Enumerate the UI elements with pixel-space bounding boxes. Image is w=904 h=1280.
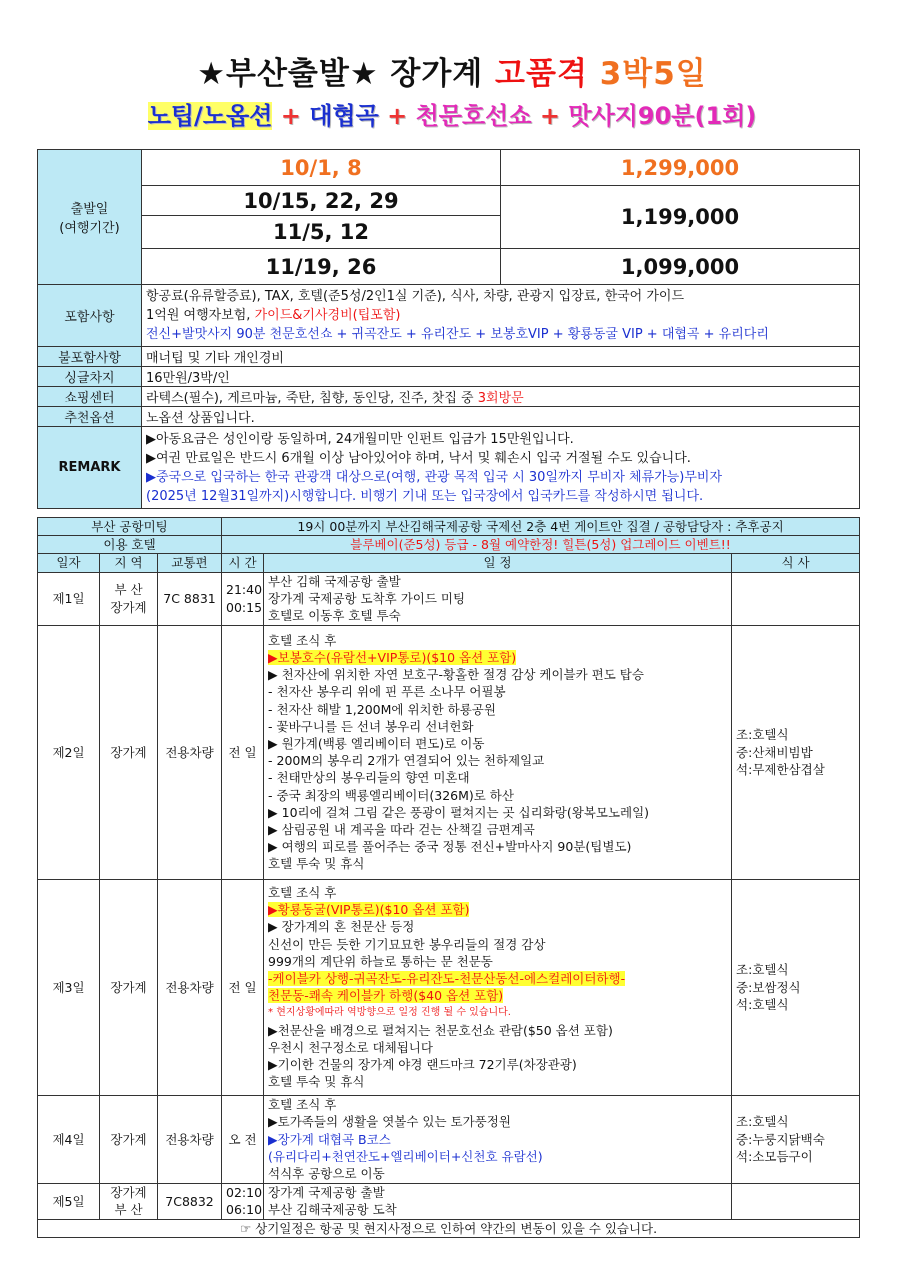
meeting-label: 부산 공항미팅 [38,518,222,536]
meal-line: 조:호텔식 [736,1114,789,1130]
shopping-list: 라텍스(필수), 게르마늄, 죽탄, 침향, 동인당, 진주, 찻집 중 [146,391,474,406]
price-3: 1,099,000 [501,249,860,285]
schedule-line [268,649,727,666]
title-prefix: ★부산출발★ 장가계 [197,56,484,92]
meeting-content: 19시 00분까지 부산김해국제공항 국제선 2층 4번 게이트안 집결 / 공항담당자 : 추후공지 [222,518,860,536]
shopping-visits: 3회방문 [477,391,524,406]
price-2: 1,199,000 [501,186,860,249]
time-line: 21:40 [226,582,263,598]
time [222,572,264,625]
time-line: 06:10 [226,1202,263,1218]
departure-dates-2: 10/15, 22, 29 [142,186,501,216]
meal-line: 중:누룽지닭백숙 [736,1131,825,1147]
subtitle-notip: 노팁/노옵션 [147,102,273,130]
schedule-line: 부산 김해국제공항 도착 [268,1202,397,1218]
title-highlight-duration: 3박5일 [599,56,707,92]
shopping-label: 쇼핑센터 [38,387,142,407]
remark-line-3: ▶중국으로 입국하는 한국 관광객 대상으로(여행, 관광 목적 입국 시 30일까지 무비자 체류가능)무비자 [146,469,723,485]
schedule-line: ▶ 여행의 피로를 풀어주는 중국 정통 전신+발마사지 90분(팁별도) [268,839,632,855]
remark-line-1: ▶아동요금은 성인이랑 동일하며, 24개월미만 인펀트 입금가 15만원입니다. [146,431,574,447]
subtitle [0,96,904,131]
departure-label [38,150,142,285]
region: 장가계 [100,625,158,879]
transport: 전용차량 [158,625,222,879]
included-content [142,285,860,347]
highlight-option: ▶보봉호수(유람선+VIP통로)($10 옵션 포함) [268,649,517,665]
schedule [264,572,732,625]
schedule-line: - 꽃바구니를 든 선녀 봉우리 선녀헌화 [268,718,474,734]
schedule-line: 호텔 투숙 및 휴식 [268,856,365,872]
schedule-line: 우천시 천구정소로 대체됩니다 [268,1039,433,1055]
header-schedule: 일 정 [264,554,732,572]
schedule-line: 999개의 계단위 하늘로 통하는 문 천문동 [268,953,493,969]
excluded-label: 불포함사항 [38,347,142,367]
schedule-line: 호텔 투숙 및 휴식 [268,1074,365,1090]
remark-line-4: (2025년 12월31일까지)시행합니다. 비행기 기내 또는 입국장에서 입국카드를 작성하시면 됩니다. [146,488,704,504]
transport: 7C 8831 [158,572,222,625]
remark-content [142,427,860,509]
plus-sign: + [280,102,301,130]
day-label: 제1일 [38,572,100,625]
footer-notice: ☞ 상기일정은 항공 및 현지사정으로 인하여 약간의 변동이 있을 수 있습니다. [38,1219,860,1237]
subtitle-massage: 맛사지90분(1회) [568,102,757,130]
header-time: 시 간 [222,554,264,572]
header-meal: 식 사 [732,554,860,572]
transport: 전용차량 [158,1095,222,1183]
meals [732,1183,860,1219]
single-label: 싱글차지 [38,367,142,387]
meals [732,572,860,625]
included-guide-fee: 가이드&기사경비(팁포함) [254,308,401,323]
meal-line: 중:보쌈정식 [736,979,801,995]
schedule-note: * 현지상황에따라 역방향으로 일정 진행 될 수 있습니다. [268,1007,511,1019]
highlight-route: -케이블카 상행-귀곡잔도-유리잔도-천문산동선-에스컬레이터하행- [268,970,626,986]
highlight-option: ▶황룡동굴(VIP통로)($10 옵션 포함) [268,902,470,918]
shopping-content [142,387,860,407]
schedule-line: ▶ 천자산에 위치한 자연 보호구-황홀한 절경 감상 케이블카 편도 탑승 [268,667,644,683]
schedule-line: ▶기이한 건물의 장가계 야경 랜드마크 72기루(차장관광) [268,1056,577,1072]
schedule-line [268,987,727,1004]
time-line: 02:10 [226,1184,263,1200]
table-row [38,879,860,1095]
header-region: 지 역 [100,554,158,572]
title-highlight-premium: 고품격 [495,56,588,92]
included-line-3: 전신+발맛사지 90분 천문호선쇼 + 귀곡잔도 + 유리잔도 + 보봉호VIP + 황룡동굴 VIP + 대협곡 + 유리다리 [146,327,769,342]
subtitle-canyon: 대협곡 [309,102,379,130]
schedule-line: - 중국 최장의 백룡엘리베이터(326M)로 하산 [268,787,514,803]
schedule-line: 장가계 국제공항 도착후 가이드 미팅 [268,591,466,606]
departure-label-1: 출발일 [70,202,109,217]
transport: 7C8832 [158,1183,222,1219]
itinerary-table [37,517,860,1238]
schedule-line: 신선이 만든 듯한 기기묘묘한 봉우리들의 절경 감상 [268,936,546,952]
schedule-line: (유리다리+천연잔도+엘리베이터+신천호 유람선) [268,1148,543,1164]
schedule-line: - 천자산 해발 1,200M에 위치한 하룡공원 [268,701,496,717]
schedule-line [268,970,727,987]
schedule-line [268,901,727,918]
schedule-line: 호텔 조식 후 [268,632,337,648]
remark-label: REMARK [38,427,142,509]
meal-line: 중:산채비빔밥 [736,744,813,760]
region [100,572,158,625]
time: 전 일 [222,625,264,879]
plus-sign: + [387,102,408,130]
schedule-line: ▶장가계 대협곡 B코스 [268,1131,391,1147]
time: 전 일 [222,879,264,1095]
schedule-line: 부산 김해 국제공항 출발 [268,573,401,589]
departure-dates-1: 10/1, 8 [142,150,501,186]
table-row [38,572,860,625]
schedule [264,1183,732,1219]
meal-line: 석:소모듬구이 [736,1148,813,1164]
region [100,1183,158,1219]
departure-label-2: (여행기간) [59,221,120,236]
meal-line: 조:호텔식 [736,727,789,743]
day-label: 제3일 [38,879,100,1095]
option-label: 추천옵션 [38,407,142,427]
table-row [38,1095,860,1183]
remark-line-2: ▶여권 만료일은 반드시 6개월 이상 남아있어야 하며, 낙서 및 훼손시 입국 거절될 수도 있습니다. [146,450,691,466]
day-label: 제5일 [38,1183,100,1219]
meals [732,1095,860,1183]
included-line-1: 항공료(유류할증료), TAX, 호텔(준5성/2인1실 기준), 식사, 차량, 관광지 입장료, 한국어 가이드 [146,289,685,304]
region: 장가계 [100,1095,158,1183]
hotel-content: 블루베이(준5성) 등급 - 8월 예약한정! 힐튼(5성) 업그레이드 이벤트!! [222,536,860,554]
region-line: 부 산 [114,582,143,598]
highlight-route: 천문동-쾌속 케이블카 하행($40 옵션 포함) [268,988,504,1004]
meal-line: 조:호텔식 [736,962,789,978]
transport: 전용차량 [158,879,222,1095]
departure-dates-3: 11/5, 12 [142,216,501,249]
header-transport: 교통편 [158,554,222,572]
time [222,1183,264,1219]
day-label: 제4일 [38,1095,100,1183]
region: 장가계 [100,879,158,1095]
schedule-line: - 천태만상의 봉우리들의 향연 미혼대 [268,770,470,786]
region-line: 장가계 [110,599,147,615]
table-row [38,625,860,879]
single-content: 16만원/3박/인 [142,367,860,387]
schedule-line: ▶천문산을 배경으로 펼쳐지는 천문호선쇼 관람($50 옵션 포함) [268,1022,613,1038]
schedule [264,879,732,1095]
schedule-line: ▶토가족들의 생활을 엿볼수 있는 토가풍정원 [268,1114,511,1130]
schedule-line: ▶ 장가계의 혼 천문산 등정 [268,919,415,935]
time: 오 전 [222,1095,264,1183]
schedule-line: 장가계 국제공항 출발 [268,1184,385,1200]
schedule-line: ▶ 원가계(백룡 엘리베이터 편도)로 이동 [268,735,485,751]
meals [732,879,860,1095]
departure-dates-4: 11/19, 26 [142,249,501,285]
excluded-content: 매너팁 및 기타 개인경비 [142,347,860,367]
day-label: 제2일 [38,625,100,879]
header-day: 일자 [38,554,100,572]
schedule-line: ▶ 10리에 걸쳐 그림 같은 풍광이 펼쳐지는 곳 십리화랑(왕복모노레일) [268,804,650,820]
schedule-line: 석식후 공항으로 이동 [268,1165,385,1181]
meals [732,625,860,879]
summary-table [37,149,860,509]
region-line: 부 산 [114,1202,143,1218]
main-title [0,48,904,93]
schedule-line: 호텔 조식 후 [268,884,337,900]
meal-line: 석:호텔식 [736,996,789,1012]
schedule-line: ▶ 삼림공원 내 계곡을 따라 걷는 산책길 금편계곡 [268,821,535,837]
schedule-line: - 천자산 봉우리 위에 핀 푸른 소나무 어필봉 [268,684,506,700]
time-line: 00:15 [226,599,263,615]
region-line: 장가계 [110,1184,147,1200]
schedule [264,625,732,879]
option-content: 노옵션 상품입니다. [142,407,860,427]
hotel-label: 이용 호텔 [38,536,222,554]
included-line-2 [146,306,855,325]
price-1: 1,299,000 [501,150,860,186]
meal-line: 석:무제한삼겹살 [736,761,825,777]
schedule [264,1095,732,1183]
subtitle-show: 천문호선쇼 [415,102,532,130]
plus-sign: + [539,102,560,130]
schedule-line: 호텔 조식 후 [268,1097,337,1113]
included-insurance: 1억원 여행자보험, [146,308,251,323]
included-label: 포함사항 [38,285,142,347]
table-row [38,1183,860,1219]
schedule-line: - 200M의 봉우리 2개가 연결되어 있는 천하제일교 [268,753,545,769]
schedule-line: 호텔로 이동후 호텔 투숙 [268,608,401,624]
